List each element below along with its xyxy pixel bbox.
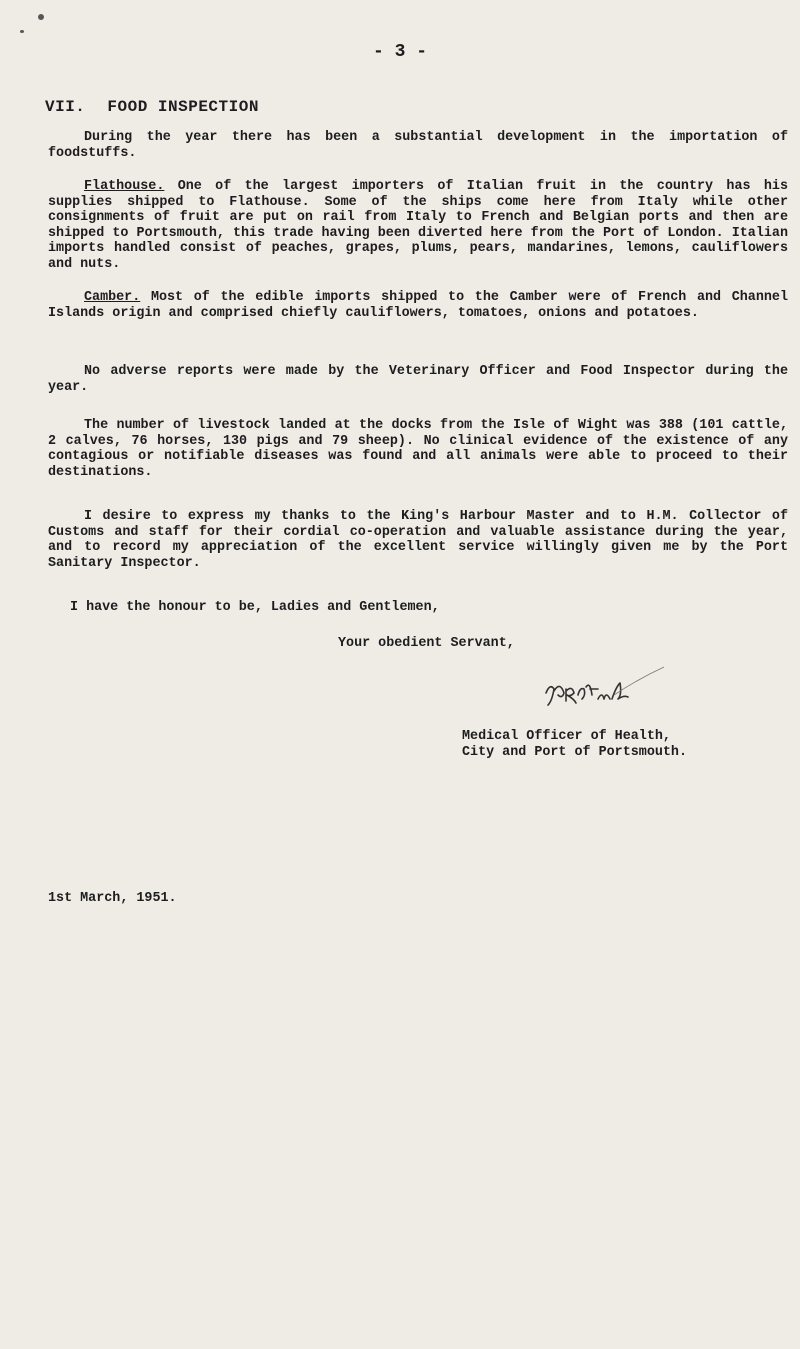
livestock-text: The number of livestock landed at the docks from the Isle of Wight was 388 (101 cattle, 2 calves, 76 horses, 130 pigs and 79 sheep). No clinical evidence of the existence of any contagious or notifiable diseases was found and all animals were able to proceed to their destinations.: [48, 418, 788, 480]
section-title: FOOD INSPECTION: [107, 98, 259, 116]
document-date: 1st March, 1951.: [48, 891, 177, 906]
signature-place-line: City and Port of Portsmouth.: [462, 744, 687, 760]
section-number: VII.: [45, 98, 86, 116]
closing-honour: I have the honour to be, Ladies and Gentlemen,: [70, 600, 440, 615]
livestock-paragraph: [48, 418, 788, 480]
intro-text: During the year there has been a substantial development in the importation of foodstuffs.: [48, 130, 788, 161]
camber-title: Camber.: [84, 290, 141, 305]
flathouse-text: One of the largest importers of Italian fruit in the country has his supplies shipped to Flathouse. Some of the ships come here from Italy while other consignments of fruit are put on rail from Italy to French and Belgian ports and then are shipped to Portsmouth, this trade having been diverted here from the Port of London. Italian imports handled consist of peaches, grapes, plums, pears, mandarines, lemons, cauliflowers and nuts.: [48, 179, 788, 272]
closing-servant: Your obedient Servant,: [338, 636, 515, 651]
intro-paragraph: [48, 130, 788, 161]
thanks-paragraph: [48, 509, 788, 571]
thanks-text: I desire to express my thanks to the King's Harbour Master and to H.M. Collector of Customs and staff for their cordial co-operation and valuable assistance during the year, and to record my appreciation of the excellent service willingly given me by the Port Sanitary Inspector.: [48, 509, 788, 571]
ink-speck: [20, 30, 24, 33]
camber-paragraph: [48, 290, 788, 321]
adverse-text: No adverse reports were made by the Veterinary Officer and Food Inspector during the year.: [48, 364, 788, 395]
flathouse-title: Flathouse.: [84, 179, 165, 194]
ink-speck: [38, 14, 44, 20]
flathouse-paragraph: [48, 179, 788, 273]
signature-title-line: Medical Officer of Health,: [462, 729, 671, 744]
page-number: - 3 -: [372, 42, 427, 62]
handwritten-signature: [540, 665, 670, 715]
section-heading: [45, 98, 259, 116]
adverse-paragraph: [48, 364, 788, 395]
camber-text: Most of the edible imports shipped to the Camber were of French and Channel Islands origin and comprised chiefly cauliflowers, tomatoes, onions and potatoes.: [48, 290, 788, 321]
signature-block: [462, 729, 687, 760]
